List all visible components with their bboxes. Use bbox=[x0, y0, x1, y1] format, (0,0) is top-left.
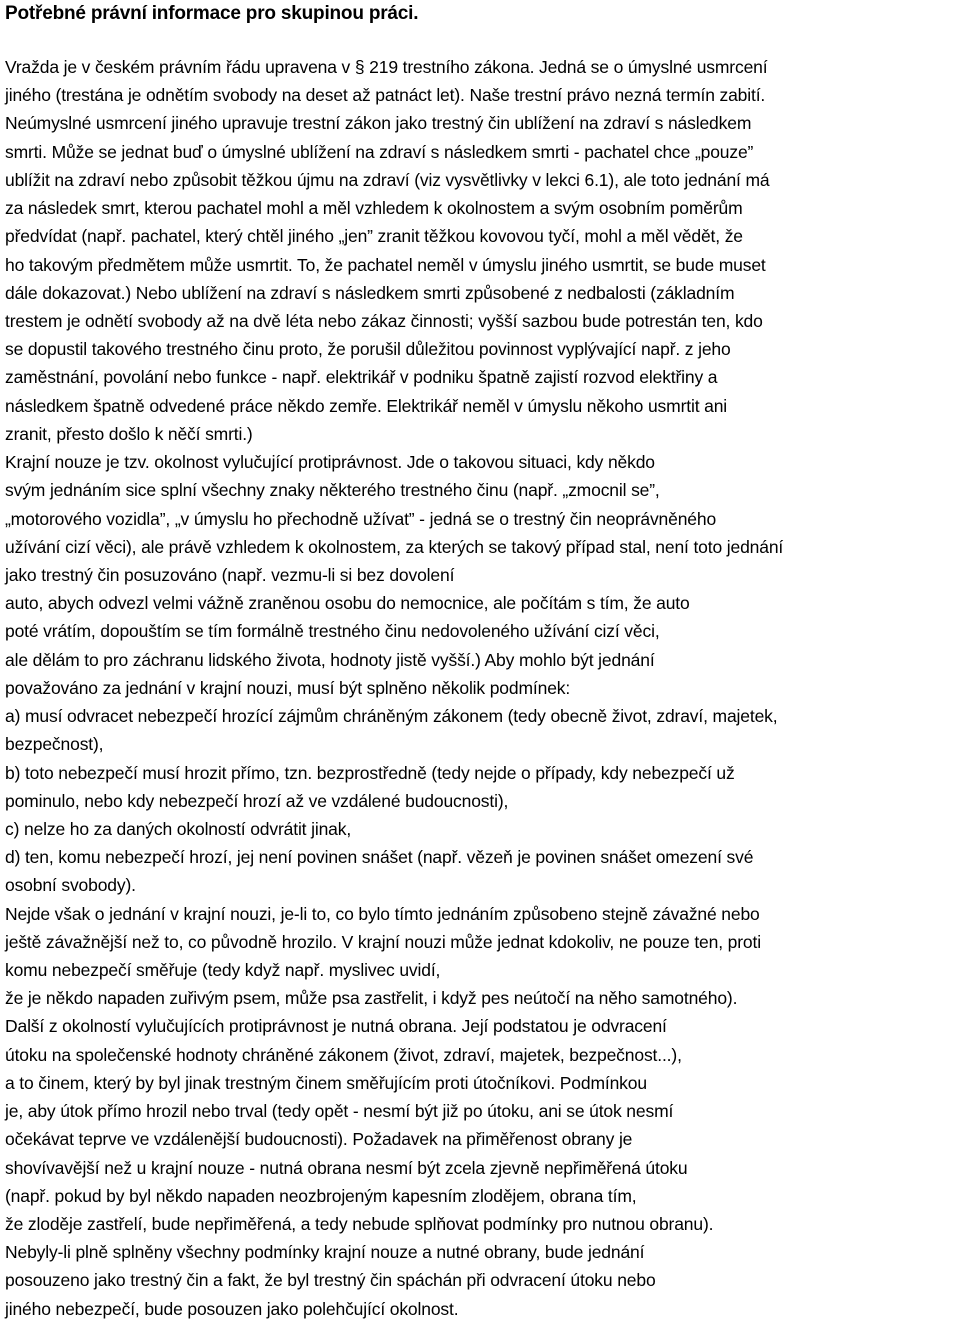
document-line: bezpečnost), bbox=[5, 734, 104, 755]
document-line: d) ten, komu nebezpečí hrozí, jej není povinen snášet (např. vězeň je povinen snášet omezení své bbox=[5, 847, 754, 868]
document-line: (např. pokud by byl někdo napaden neozbrojeným kapesním zlodějem, obrana tím, bbox=[5, 1185, 637, 1206]
document-line: za následek smrt, kterou pachatel mohl a měl vzhledem k okolnostem a svým osobním poměrům bbox=[5, 198, 743, 219]
document-line: smrti. Může se jednat buď o úmyslné ublížení na zdraví s následkem smrti - pachatel chce „pouze” bbox=[5, 141, 754, 162]
document-line: svým jednáním sice splní všechny znaky některého trestného činu (např. „zmocnil se”, bbox=[5, 480, 660, 501]
document-line: poté vrátím, dopouštím se tím formálně trestného činu nedovoleného užívání cizí věci, bbox=[5, 621, 660, 642]
document-line: Nejde však o jednání v krajní nouzi, je-li to, co bylo tímto jednáním způsobeno stejně závažné nebo bbox=[5, 903, 760, 924]
document-line: že zloděje zastřelí, bude nepřiměřená, a tedy nebude splňovat podmínky pro nutnou obranu). bbox=[5, 1214, 714, 1235]
document-line: užívání cizí věci), ale právě vzhledem k okolnostem, za kterých se takový případ stal, není toto jednání bbox=[5, 536, 784, 557]
document-line: dále dokazovat.) Nebo ublížení na zdraví s následkem smrti způsobené z nedbalosti (základním bbox=[5, 282, 735, 303]
document-line: jiného (trestána je odnětím svobody na deset až patnáct let). Naše trestní právo nezná termín zabití. bbox=[5, 85, 766, 106]
document-line: auto, abych odvezl velmi vážně zraněnou osobu do nemocnice, ale počítám s tím, že auto bbox=[5, 593, 690, 614]
document-line: jiného nebezpečí, bude posouzen jako polehčující okolnost. bbox=[5, 1298, 459, 1319]
document-line: pominulo, nebo kdy nebezpečí hrozí až ve vzdálené budoucnosti), bbox=[5, 790, 509, 811]
document-line: Vražda je v českém právním řádu upravena v § 219 trestního zákona. Jedná se o úmyslné usmrcení bbox=[5, 57, 768, 77]
document-line: posouzeno jako trestný čin a fakt, že byl trestný čin spáchán při odvracení útoku nebo bbox=[5, 1270, 656, 1291]
document-line: považováno za jednání v krajní nouzi, musí být splněno několik podmínek: bbox=[5, 677, 571, 698]
document-line: „motorového vozidla”, „v úmyslu ho přechodně užívat” - jedná se o trestný čin neoprávněného bbox=[5, 508, 717, 529]
document-line: zaměstnání, povolání nebo funkce - např. elektrikář v podniku špatně zajistí rozvod elektřiny a bbox=[5, 367, 718, 388]
document-line: b) toto nebezpečí musí hrozit přímo, tzn. bezprostředně (tedy nejde o případy, kdy nebezpečí už bbox=[5, 762, 735, 783]
document-line: osobní svobody). bbox=[5, 875, 136, 896]
document-line: útoku na společenské hodnoty chráněné zákonem (život, zdraví, majetek, bezpečnost...), bbox=[5, 1044, 682, 1065]
document-line: shovívavější než u krajní nouze - nutná obrana nesmí být zcela zjevně nepřiměřená útoku bbox=[5, 1157, 688, 1178]
document-line: Neúmyslné usmrcení jiného upravuje trestní zákon jako trestný čin ublížení na zdraví s následkem bbox=[5, 113, 752, 134]
document-line: ještě závažnější než to, co původně hrozilo. V krajní nouzi může jednat kdokoliv, ne pouze ten, proti bbox=[5, 931, 761, 952]
document-line: a to činem, který by byl jinak trestným činem směřujícím proti útočníkovi. Podmínkou bbox=[5, 1072, 647, 1093]
document-line: trestem je odnětí svobody až na dvě léta nebo zákaz činnosti; vyšší sazbou bude potrestán ten, kdo bbox=[5, 310, 763, 331]
document-line: ale dělám to pro záchranu lidského života, hodnoty jistě vyšší.) Aby mohlo být jednání bbox=[5, 649, 655, 670]
document-line: a) musí odvracet nebezpečí hrozící zájmům chráněným zákonem (tedy obecně život, zdraví, majetek, bbox=[5, 706, 778, 727]
document-line: c) nelze ho za daných okolností odvrátit jinak, bbox=[5, 818, 352, 839]
document-title: Potřebné právní informace pro skupinou práci. bbox=[5, 3, 419, 24]
document-line: že je někdo napaden zuřivým psem, může psa zastřelit, i když pes neútočí na něho samotného). bbox=[5, 988, 738, 1009]
document-line: následkem špatně odvedené práce někdo zemře. Elektrikář neměl v úmyslu někoho usmrtit ani bbox=[5, 395, 728, 416]
document-line: se dopustil takového trestného činu proto, že porušil důležitou povinnost vyplývající např. z jeho bbox=[5, 339, 731, 360]
document-line: očekávat teprve ve vzdálenější budoucnosti). Požadavek na přiměřenost obrany je bbox=[5, 1129, 633, 1150]
document-line: je, aby útok přímo hrozil nebo trval (tedy opět - nesmí být již po útoku, ani se útok nesmí bbox=[5, 1101, 674, 1122]
document-line: ublížit na zdraví nebo způsobit těžkou újmu na zdraví (viz vysvětlivky v lekci 6.1), ale toto jednání má bbox=[5, 169, 770, 190]
document-line: Nebyly-li plně splněny všechny podmínky krajní nouze a nutné obrany, bude jednání bbox=[5, 1242, 645, 1263]
document-line: předvídat (např. pachatel, který chtěl jiného „jen” zranit těžkou kovovou tyčí, mohl a měl vědět, že bbox=[5, 226, 743, 247]
document-line: jako trestný čin posuzováno (např. vezmu-li si bez dovolení bbox=[5, 564, 455, 585]
document-line: ho takovým předmětem může usmrtit. To, že pachatel neměl v úmyslu jiného usmrtit, se bude muset bbox=[5, 254, 766, 275]
document-line: Další z okolností vylučujících protiprávnost je nutná obrana. Její podstatou je odvracení bbox=[5, 1016, 667, 1037]
document-line: Krajní nouze je tzv. okolnost vylučující protiprávnost. Jde o takovou situaci, kdy někdo bbox=[5, 452, 655, 473]
document-line: zranit, přesto došlo k něčí smrti.) bbox=[5, 423, 253, 444]
document-line: komu nebezpečí směřuje (tedy když např. myslivec uvidí, bbox=[5, 960, 441, 981]
